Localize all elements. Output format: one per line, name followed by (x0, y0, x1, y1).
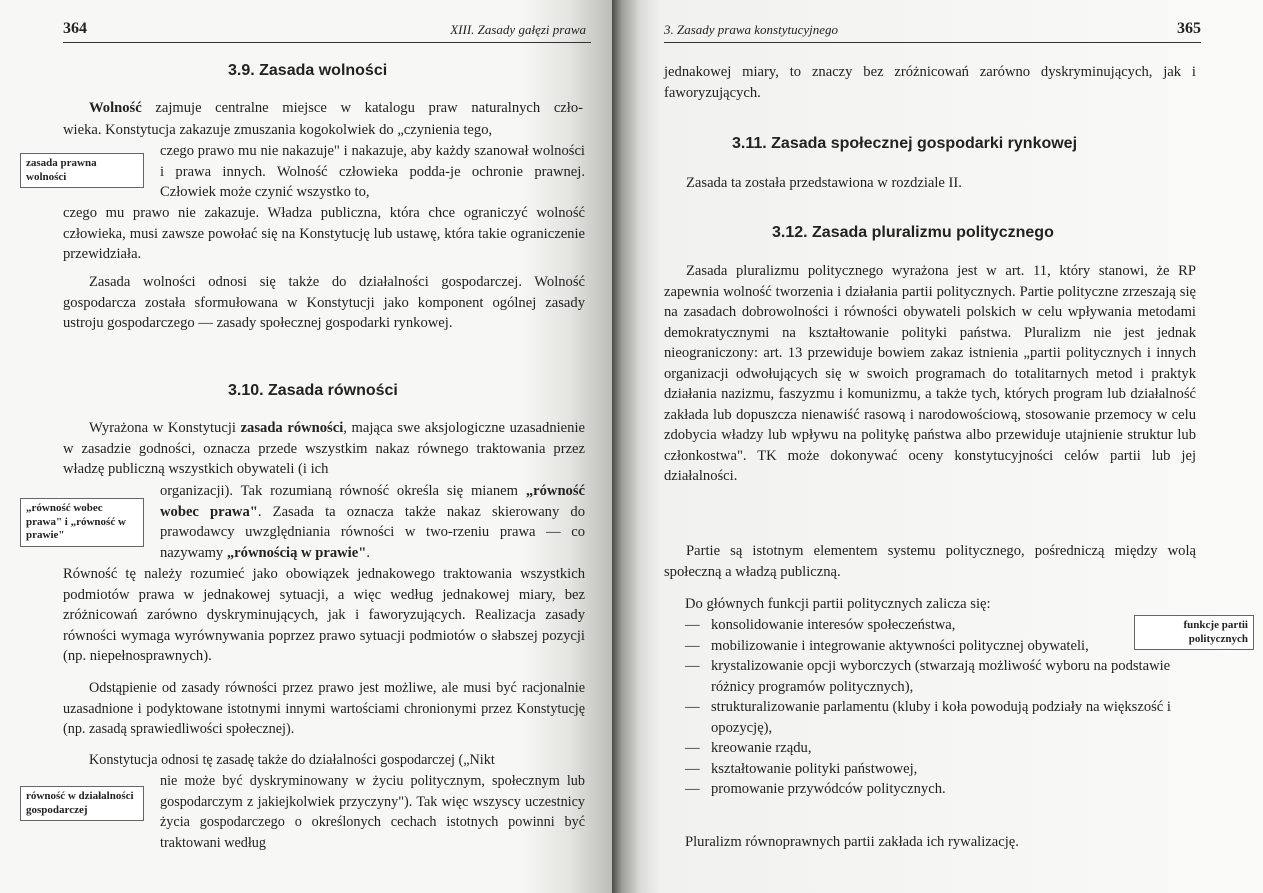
section-heading-3-10: 3.10. Zasada równości (228, 382, 398, 399)
paragraph-wrap (160, 481, 585, 563)
paragraph-wrap: nie może być dyskryminowany w życiu politycznym, społecznym lub gospodarczym z jakiejkolwiek przyczyny"). Tak więc wszyscy uczestnicy życia gospodarczego o określonych cechach istotnych powinni być traktowani według (160, 773, 585, 851)
paragraph: Zasada pluralizmu politycznego wyrażona jest w art. 11, który stanowi, że RP zapewnia wolność tworzenia i działania partii politycznych. Partie polityczne zrzeszają się na zasadach dobrowolności i równości obywateli polskich w celu wpływania metodami demokratycznymi na kształtowanie polityki państwa. Pluralizm nie jest jednak nieograniczony: art. 13 przewiduje bowiem zakaz istnienia „partii politycznych i innych organizacji odwołujących się w swoich programach do totalitarnych metod i praktyk działania nazizmu, faszyzmu i komunizmu, a także tych, których program lub działalność zakłada lub dopuszcza nienawiść rasową i narodowościową, stosowanie przemocy w celu zdobycia władzy lub wpływu na politykę państwa albo przewiduje utajnienie struktur lub członkostwa". TK może dokonywać oceny konstytucyjności celów partii lub jej działalności. (664, 263, 1196, 484)
page-number-left: 364 (63, 20, 87, 37)
list-item (685, 636, 1120, 657)
list-item-text: mobilizowanie i integrowanie aktywności politycznej obywateli, (711, 637, 1089, 654)
paragraph: Zasada wolności odnosi się także do działalności gospodarczej. Wolność gospodarcza została sformułowana w Konstytucji jako komponent ogólnej zasady ustroju gospodarczego — zasady społecznej gospodarki rynkowej. (63, 274, 585, 331)
paragraph-continuation: jednakowej miary, to znaczy bez zróżnicowań zarówno dyskryminujących, jak i faworyzujących. (664, 64, 1196, 101)
margin-note-rownosc-w-dzialalnosci: równość w działalności gospodarczej (20, 786, 144, 821)
text: zajmuje centralne miejsce w katalogu praw naturalnych czło- (155, 100, 583, 116)
list-item (685, 759, 1205, 780)
paragraph (63, 418, 585, 480)
list-item (685, 615, 1205, 636)
functions-list (685, 615, 1205, 800)
list-dash: — (685, 699, 700, 715)
right-page (612, 0, 1263, 893)
list-dash: — (685, 781, 700, 797)
left-page (0, 0, 612, 893)
list-item (685, 656, 1205, 697)
paragraph: Równość tę należy rozumieć jako obowiązek jednakowego traktowania wszystkich podmiotów prawa w jednakowej sytuacji, a więc według jednakowej miary, bez zróżnicowań zarówno dyskryminujących, jak i faworyzujących. Realizacja zasady równości wymaga wyrównywania poprzez prawo sytuacji podmiotów o słabszej pozycji (np. niepełnosprawnych). (63, 566, 585, 664)
list-intro: Do głównych funkcji partii politycznych zalicza się: (685, 596, 991, 612)
list-item (685, 779, 1205, 800)
text: , mająca swe aksjologiczne uzasadnienie w zasadzie godności, oznacza przede wszystkim nakaz równego traktowania przez władzę publiczną wszystkich obywateli (i ich (63, 420, 585, 477)
bold-term: zasada równości (240, 420, 344, 436)
header-rule (63, 42, 591, 43)
text: . (366, 544, 370, 561)
section-heading-3-12: 3.12. Zasada pluralizmu politycznego (772, 224, 1054, 241)
list-item-text: kreowanie rządu, (711, 740, 812, 756)
list-item (685, 738, 1205, 759)
page-number-right: 365 (1177, 20, 1201, 37)
list-item-text: krystalizowanie opcji wyborczych (stwarzają możliwość wyboru na podstawie różnicy programów politycznych), (711, 658, 1171, 695)
header-rule (664, 42, 1201, 43)
list-dash: — (685, 617, 700, 633)
text: . Zasada ta oznacza także nakaz skierowany do prawodawcy uwzględniania równości w two-rzeniu prawa — co nazywamy (160, 503, 585, 561)
text: Wyrażona w Konstytucji (89, 420, 236, 436)
list-item-text: promowanie przywódców politycznych. (711, 781, 946, 797)
margin-note-zasada-prawna-wolnosci: zasada prawna wolności (20, 153, 144, 188)
running-head-left: XIII. Zasady gałęzi prawa (450, 22, 586, 37)
bold-term: Wolność (89, 100, 142, 116)
running-head-right: 3. Zasady prawa konstytucyjnego (664, 22, 839, 37)
paragraph: Zasada ta została przedstawiona w rozdziale II. (686, 175, 962, 191)
list-item (685, 697, 1205, 738)
paragraph: czego mu prawo nie zakazuje. Władza publiczna, która chce ograniczyć wolność człowieka, musi zawsze powołać się na Konstytucję lub ustawę, która takie ograniczenie przewidziała. (63, 205, 585, 262)
bold-term: „równością w prawie" (226, 544, 367, 561)
section-heading-3-9: 3.9. Zasada wolności (228, 62, 388, 79)
list-item-text: konsolidowanie interesów społeczeństwa, (711, 617, 956, 633)
paragraph-wrap: czego prawo mu nie nakazuje" i nakazuje, aby każdy szanował wolności i prawa innych. Wolność człowieka podda-je ochronie prawnej. Człowiek może czynić wszystko to, (160, 143, 585, 200)
paragraph-line: wieka. Konstytucja zakazuje zmuszania kogokolwiek do „czynienia tego, (63, 122, 493, 138)
section-heading-3-11: 3.11. Zasada społecznej gospodarki rynkowej (732, 135, 1078, 152)
list-item-text: strukturalizowanie parlamentu (kluby i koła powodują podziały na większość i opozycję), (711, 699, 1171, 736)
list-item-text: kształtowanie polityki państwowej, (711, 760, 918, 777)
paragraph-line: Konstytucja odnosi tę zasadę także do działalności gospodarczej („Nikt (89, 752, 495, 768)
paragraph: Partie są istotnym elementem systemu politycznego, pośredniczą między wolą społeczną a władzą publiczną. (664, 543, 1196, 580)
margin-note-funkcje-partii: funkcje partii politycznych (1134, 615, 1254, 650)
text: organizacji). Tak rozumianą równość określa się mianem (160, 483, 518, 499)
bold-term: „równość wobec prawa" (160, 483, 586, 520)
list-dash: — (685, 760, 700, 777)
paragraph: Pluralizm równoprawnych partii zakłada ich rywalizację. (685, 834, 1019, 850)
margin-note-rownosc-wobec-prawa: „równość wobec prawa" i „równość w prawie" (20, 498, 144, 547)
list-dash: — (685, 658, 700, 674)
list-dash: — (685, 637, 700, 654)
paragraph: Odstąpienie od zasady równości przez prawo jest możliwe, ale musi być racjonalnie uzasadnione i podyktowane istotnymi innymi wartościami chronionymi przez Konstytucję (np. zasadą sprawiedliwości społecznej). (63, 680, 585, 737)
paragraph (63, 98, 583, 119)
list-dash: — (685, 740, 700, 756)
